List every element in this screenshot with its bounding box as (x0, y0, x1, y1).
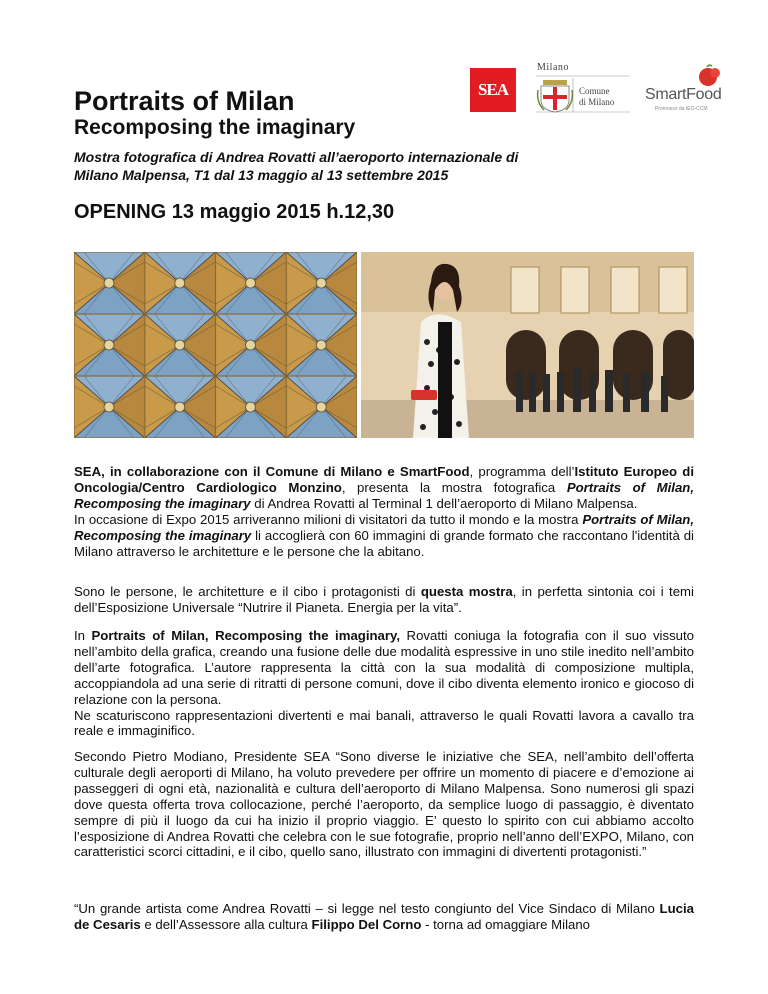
p3-exhibition-title: Portraits of Milan, Recomposing the imaginary, (91, 628, 401, 643)
woman-with-food-photo (361, 252, 694, 438)
sea-logo (470, 68, 516, 112)
p5-vice-mayor: Lucia de Cesaris (74, 901, 694, 932)
galleria-pattern-image (74, 252, 357, 438)
paragraph-3: In Portraits of Milan, Recomposing the imaginary, Rovatti coniuga la fotografia con il suo vissuto nell’ambito della grafica, creando una fusione delle due modalità espressive in uno stile inedito nell’ambito dell’arte fotografica. L’autore rappresenta la città con la sua modalità di composizione multipla, accoppiandola ad una serie di ritratti di persone comuni, dove il cibo diventa elemento ironico e giocoso di relazione con la persona. Ne scaturiscono rappresentazioni divertenti e mai banali, attraverso le quali Rovatti lavora a cavallo tra reale e immaginifico. (74, 628, 694, 739)
paragraph-4: Secondo Pietro Modiano, Presidente SEA “Sono diverse le iniziative che SEA, nell’ambito dell’offerta culturale degli aeroporti di Milano, ha voluto prevedere per offrire un momento di piacere e d’emozione ai passeggeri di ogni età, nazionalità e cultura dell’aeroporto di Milano Malpensa. Sono numerosi gli spazi dove questa offerta trova collocazione, perché l’aeroporto, da semplice luogo di passaggio, è diventato sempre di più il luogo da cui ha inizio il proprio viaggio. E’ questo lo spirito con cui abbiamo accolto l’esposizione di Andrea Rovatti che celebra con le sue fotografie, proprio nell’anno dell’EXPO, Milano, con caratteristici scorci cittadini, e il cibo, quello sano, illustrato con immagini di divertenti protagonisti.” (74, 749, 694, 860)
opening-date: OPENING 13 maggio 2015 h.12,30 (74, 201, 395, 223)
paragraph-5: “Un grande artista come Andrea Rovatti – si legge nel testo congiunto del Vice Sindaco di Milano Lucia de Cesaris e dell’Assessore alla cultura Filippo Del Corno - torna ad omaggiare Milano (74, 901, 694, 932)
smartfood-logo (643, 64, 731, 114)
paragraph-1: SEA, in collaborazione con il Comune di Milano e SmartFood, programma dell’Istituto Europeo di Oncologia/Centro Cardiologico Monzino, presenta la mostra fotografica Portraits of Milan, Recomposing the imaginary di Andrea Rovatti al Terminal 1 dell’aeroporto di Milano Malpensa. In occasione di Expo 2015 arriveranno milioni di visitatori da tutto il mondo e la mostra Portraits of Milan, Recomposing the imaginary li accoglierà con 60 immagini di grande formato che raccontano l'identità di Milano attraverso le architetture e le persone che la abitano. (74, 464, 695, 559)
intro-line-2: Milano Malpensa, T1 dal 13 maggio al 13 settembre 2015 (74, 167, 449, 183)
p1-institute: Istituto Europeo di Oncologia/Centro Cardiologico Monzino (74, 464, 694, 495)
p5-assessore: Filippo Del Corno (311, 916, 422, 932)
p2-highlight: questa mostra (420, 584, 513, 599)
p1-partners: SEA, in collaborazione con il Comune di Milano e SmartFood (74, 464, 470, 479)
intro-line-1: Mostra fotografica di Andrea Rovatti all’aeroporto internazionale di (74, 149, 519, 165)
smartfood-wordmark: SmartFood (645, 86, 722, 103)
p1-exhibition-title: Portraits of Milan, Recomposing the imaginary (74, 479, 694, 511)
galleria-dome-pattern (74, 252, 357, 438)
smartfood-tagline: Promosso da IEO-CCM (655, 106, 708, 112)
comune-line-2: di Milano (579, 97, 615, 107)
comune-di-milano-logo (533, 62, 633, 114)
p1-exhibition-title-2: Portraits of Milan, Recomposing the imaginary (74, 511, 695, 543)
comune-city-label: Milano (537, 62, 569, 73)
comune-label (579, 86, 614, 108)
page-subtitle: Recomposing the imaginary (74, 116, 356, 139)
exhibition-intro (74, 148, 634, 184)
page-title: Portraits of Milan (74, 86, 295, 116)
sea-logo-text: SEA (477, 80, 509, 99)
portrait-galleria-photo (361, 252, 694, 438)
comune-line-1: Comune (579, 86, 610, 96)
smartfood-tomato-icon (695, 64, 725, 86)
paragraph-2: Sono le persone, le architetture e il cibo i protagonisti di questa mostra, in perfetta sintonia coi i temi dell’Esposizione Universale “Nutrire il Pianeta. Energia per la vita”. (74, 584, 694, 615)
